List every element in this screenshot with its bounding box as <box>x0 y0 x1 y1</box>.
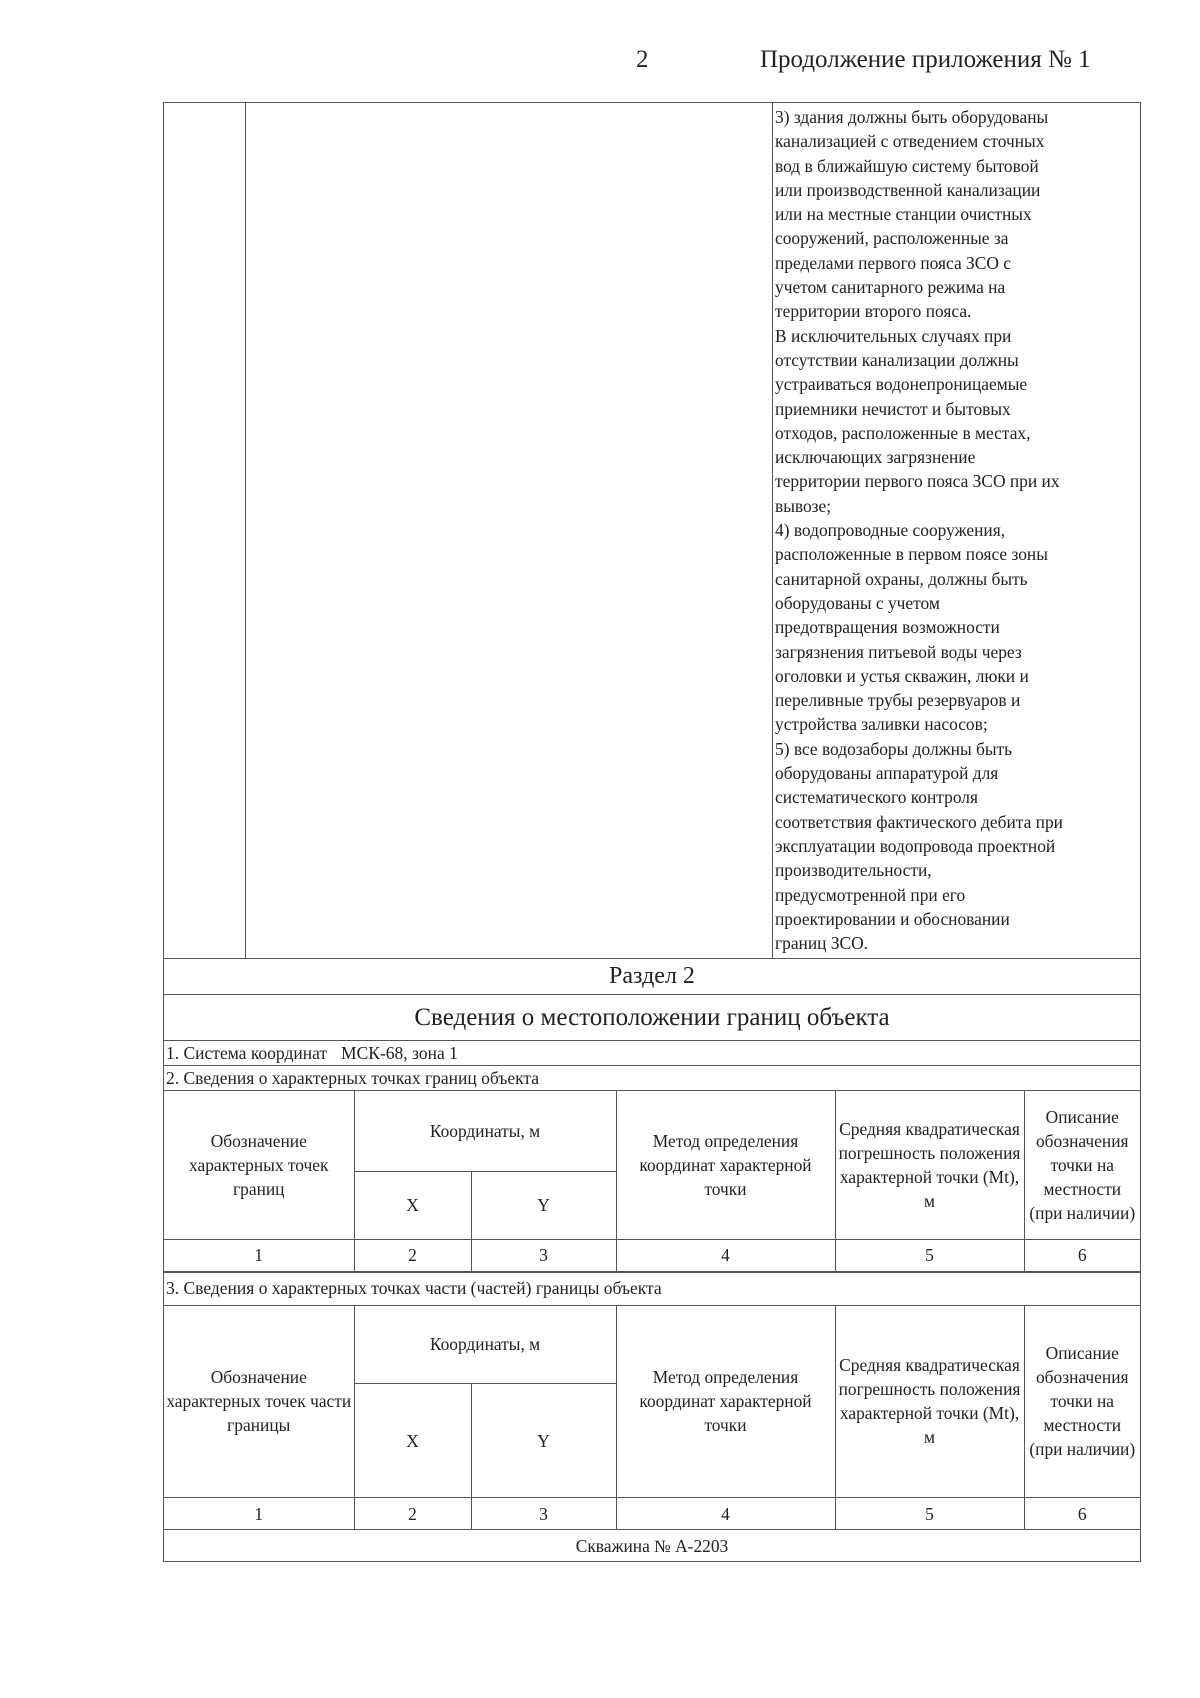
table1-num-5: 5 <box>835 1239 1024 1271</box>
coord-system-label: 1. Система координат <box>166 1042 328 1063</box>
appendix-header: Продолжение приложения № 1 <box>760 46 1091 73</box>
table1-num-3: 3 <box>471 1239 616 1271</box>
table2-col-designation: Обозначение характерных точек части границы <box>164 1306 354 1498</box>
table2-caption: 3. Сведения о характерных точках части (частей) границы объекта <box>164 1272 1140 1305</box>
continuation-line: канализацией с отведением сточных <box>775 131 1045 152</box>
table1-col-error: Средняя квадратическая погрешность положения характерной точки (Mt), м <box>835 1091 1024 1239</box>
continuation-line: оборудованы с учетом <box>775 592 940 613</box>
continuation-line: оголовки и устья скважин, люки и <box>775 665 1029 686</box>
table2-col-x: X <box>354 1384 471 1498</box>
continuation-line: территории второго пояса. <box>775 301 972 322</box>
continuation-line: устраиваться водонепроницаемые <box>775 374 1028 395</box>
continuation-line: производительности, <box>775 860 932 881</box>
continuation-line: границ ЗСО. <box>775 933 869 954</box>
table2-col-coords: Координаты, м <box>354 1306 616 1384</box>
continuation-line: 4) водопроводные сооружения, <box>775 520 1006 541</box>
coord-system-line <box>164 1040 1140 1065</box>
continuation-line: загрязнения питьевой воды через <box>775 641 1022 662</box>
table1-number-row <box>164 1239 1140 1271</box>
continuation-line: учетом санитарного режима на <box>775 277 1006 298</box>
continuation-line: исключающих загрязнение <box>775 447 976 468</box>
table1-num-2: 2 <box>354 1239 471 1271</box>
continuation-line: территории первого пояса ЗСО при их <box>775 471 1060 492</box>
table1-num-6: 6 <box>1024 1239 1140 1271</box>
coord-system-value: МСК-68, зона 1 <box>341 1042 458 1063</box>
table1-num-4: 4 <box>616 1239 835 1271</box>
continuation-line: отсутствии канализации должны <box>775 349 1019 370</box>
continuation-line: В исключительных случаях при <box>775 325 1012 346</box>
continuation-text <box>773 103 1140 958</box>
document-table <box>163 102 1141 1562</box>
table2-col-y: Y <box>471 1384 616 1498</box>
table1-col-x: X <box>354 1171 471 1239</box>
table1-col-coords: Координаты, м <box>354 1091 616 1171</box>
table1-col-designation: Обозначение характерных точек границ <box>164 1091 354 1239</box>
continuation-line: вод в ближайшую систему бытовой <box>775 155 1039 176</box>
continuation-line: переливные трубы резервуаров и <box>775 690 1021 711</box>
table2-col-description: Описание обозначения точки на местности (при наличии) <box>1024 1306 1140 1498</box>
table2 <box>164 1305 1140 1562</box>
continuation-line: систематического контроля <box>775 787 978 808</box>
continuation-line: пределами первого пояса ЗСО с <box>775 252 1011 273</box>
table2-col-error: Средняя квадратическая погрешность положения характерной точки (Mt), м <box>835 1306 1024 1498</box>
table1-col-y: Y <box>471 1171 616 1239</box>
continuation-row <box>164 103 1140 958</box>
continuation-line: предусмотренной при его <box>775 884 966 905</box>
table2-num-5: 5 <box>835 1498 1024 1530</box>
table2-col-method: Метод определения координат характерной точки <box>616 1306 835 1498</box>
table2-number-row <box>164 1498 1140 1530</box>
table1-col-method: Метод определения координат характерной точки <box>616 1091 835 1239</box>
table1-col-description: Описание обозначения точки на местности (при наличии) <box>1024 1091 1140 1239</box>
table1 <box>164 1090 1140 1272</box>
empty-cell-number <box>164 103 246 958</box>
continuation-line: эксплуатации водопровода проектной <box>775 835 1056 856</box>
continuation-line: 5) все водозаборы должны быть <box>775 738 1013 759</box>
page-number: 2 <box>636 46 649 73</box>
continuation-line: вывозе; <box>775 495 832 516</box>
continuation-line: оборудованы аппаратурой для <box>775 763 999 784</box>
table2-num-1: 1 <box>164 1498 354 1530</box>
continuation-line: предотвращения возможности <box>775 617 1000 638</box>
continuation-line: отходов, расположенные в местах, <box>775 422 1031 443</box>
table2-num-4: 4 <box>616 1498 835 1530</box>
continuation-line: сооружений, расположенные за <box>775 228 1009 249</box>
table2-footer-row <box>164 1530 1140 1562</box>
table2-num-2: 2 <box>354 1498 471 1530</box>
continuation-line: 3) здания должны быть оборудованы <box>775 107 1049 127</box>
empty-cell-name <box>246 103 773 958</box>
continuation-line: соответствия фактического дебита при <box>775 811 1063 832</box>
table2-num-6: 6 <box>1024 1498 1140 1530</box>
continuation-line: проектировании и обосновании <box>775 908 1010 929</box>
table2-num-3: 3 <box>471 1498 616 1530</box>
continuation-line: санитарной охраны, должны быть <box>775 568 1028 589</box>
continuation-line: или на местные станции очистных <box>775 204 1032 225</box>
section-subtitle: Сведения о местоположении границ объекта <box>164 994 1140 1040</box>
section-title: Раздел 2 <box>164 958 1140 994</box>
continuation-line: приемники нечистот и бытовых <box>775 398 1011 419</box>
continuation-line: расположенные в первом поясе зоны <box>775 544 1048 565</box>
table1-num-1: 1 <box>164 1239 354 1271</box>
well-label: Скважина № А-2203 <box>164 1530 1140 1562</box>
table1-caption: 2. Сведения о характерных точках границ объекта <box>164 1065 1140 1090</box>
continuation-line: устройства заливки насосов; <box>775 714 988 735</box>
continuation-line: или производственной канализации <box>775 179 1041 200</box>
